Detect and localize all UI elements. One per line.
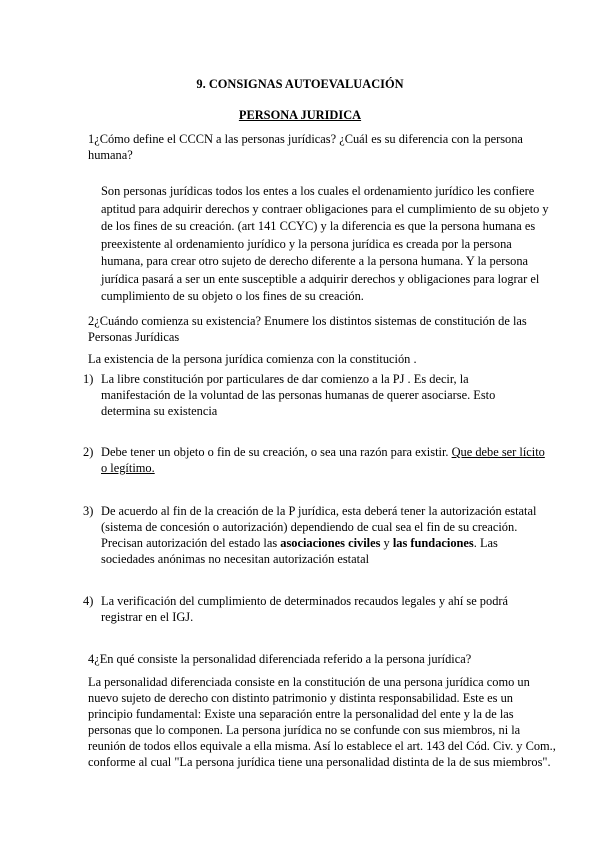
list-item-2-text: Debe tener un objeto o fin de su creación, o sea una razón para existir. [101, 445, 449, 459]
list-item-3-bold-a: asociaciones civiles [280, 536, 381, 550]
list-item-2 [101, 444, 551, 476]
list-number-4: 4) [83, 594, 94, 608]
answer-4: La personalidad diferenciada consiste en la constitución de una persona jurídica como un nuevo sujeto de derecho con distinto patrimonio y distinta responsabilidad. Este es un principio fundamental: Existe una separación entre la personalidad del ente y la de las personas que lo componen. La persona jurídica no se confunde con sus miembros, ni la reunión de todos ellos equivale a ella misma. Así lo establece el art. 143 del Cód. Civ. y Com., conforme al cual "La persona jurídica tiene una personalidad distinta de la de sus miembros". [88, 675, 556, 769]
list-number-3: 3) [83, 504, 94, 518]
list-item-3-text-a: De acuerdo al fin de la creación de la P jurídica, esta deberá tener la autorización estatal (sistema de concesión o autorización) dependiendo de cual sea el fin de su creación. Precisan autorización del estado las [101, 504, 537, 550]
question-4: 4¿En qué consiste la personalidad diferenciada referido a la persona jurídica? [88, 652, 472, 666]
list-item-4: La verificación del cumplimiento de determinados recaudos legales y ahí se podrá registrar en el IGJ. [101, 594, 509, 624]
list-item-2-underlined: Que debe ser lícito o legítimo. [101, 445, 545, 475]
section-subtitle: PERSONA JURIDICA [238, 108, 362, 122]
question-1: 1¿Cómo define el CCCN a las personas jurídicas? ¿Cuál es su diferencia con la persona humana? [88, 132, 523, 162]
list-item-3-text-c: . Las sociedades anónimas no necesitan autorización estatal [101, 536, 498, 566]
list-item-3-text-b: y [383, 536, 390, 550]
list-item-3-bold-b: las fundaciones [392, 536, 474, 550]
answer-1: Son personas jurídicas todos los entes a los cuales el ordenamiento jurídico les confiere aptitud para adquirir derechos y contraer obligaciones para el cumplimiento de su objeto y de los fines de su creación. (art 141 CCYC) y la diferencia es que la persona humana es preexistente al ordenamiento jurídico y la persona jurídica es creada por la persona humana, para crear otro sujeto de derecho diferente a la persona humana. Y la persona jurídica pasará a ser un ente susceptible a adquirir derechos y obligaciones para lograr el cumplimiento de su objeto o los fines de su creación. [101, 184, 549, 303]
list-item-1: La libre constitución por particulares de dar comienzo a la PJ . Es decir, la manifestación de la voluntad de las personas humanas de querer asociarse. Esto determina su existencia [101, 372, 496, 418]
list-number-2: 2) [83, 445, 94, 459]
list-number-1: 1) [83, 372, 94, 386]
page-title: 9. CONSIGNAS AUTOEVALUACIÓN [196, 77, 404, 91]
answer-2-intro: La existencia de la persona jurídica comienza con la constitución . [88, 352, 417, 366]
question-2: 2¿Cuándo comienza su existencia? Enumere los distintos sistemas de constitución de las Personas Jurídicas [88, 314, 527, 344]
list-item-3 [101, 503, 553, 567]
